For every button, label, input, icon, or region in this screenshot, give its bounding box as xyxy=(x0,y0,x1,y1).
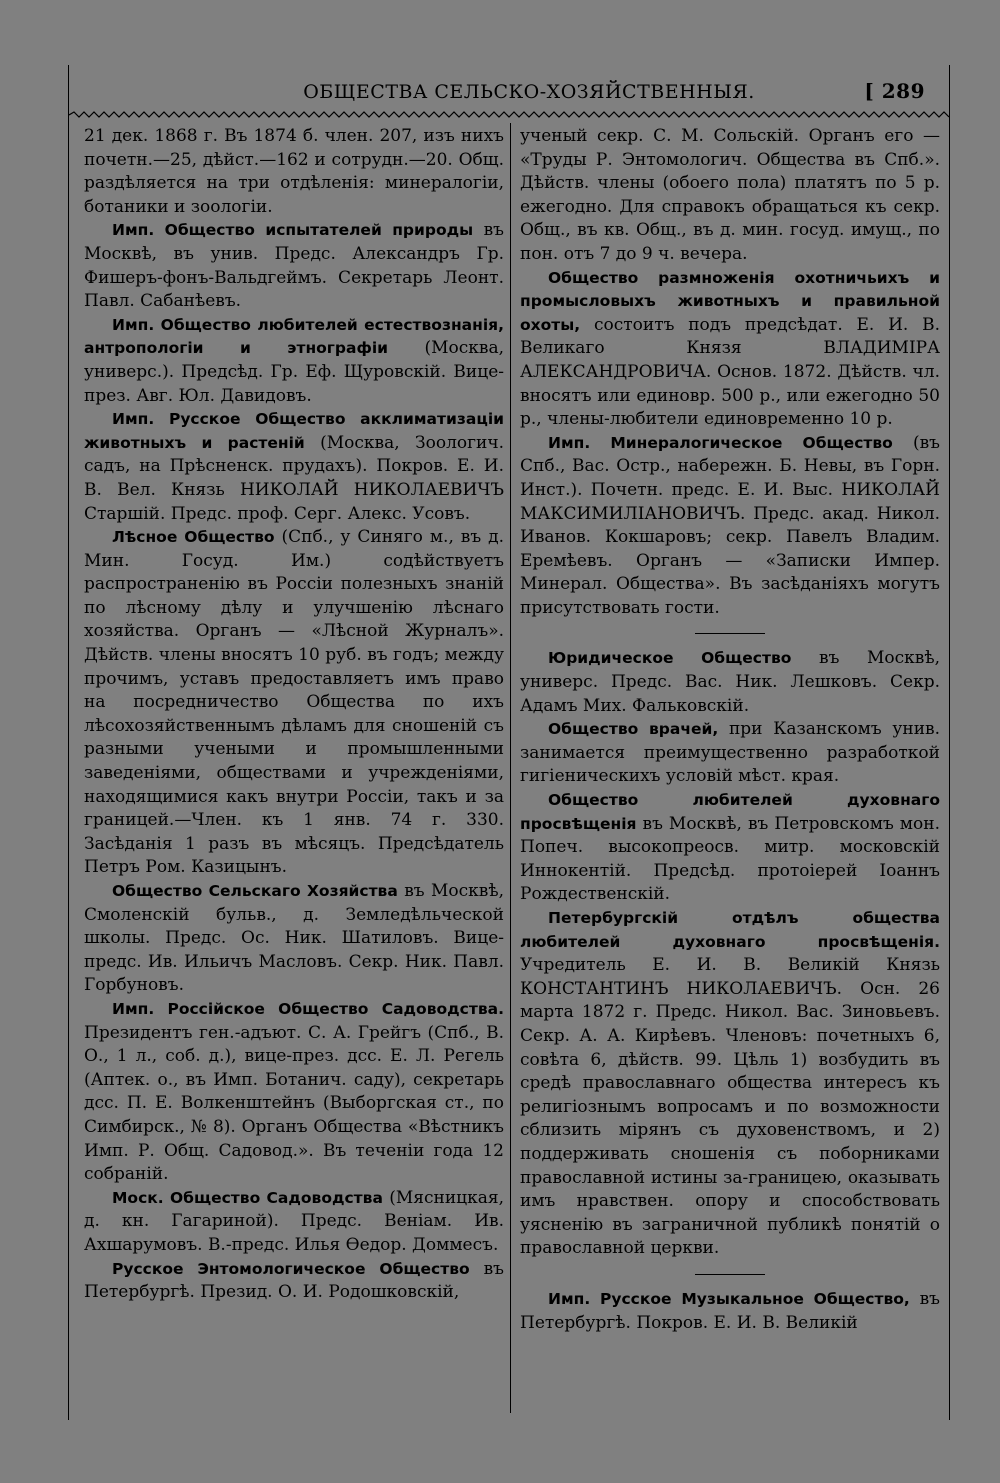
entry-text: при Казанскомъ унив. занимается преимущественно разработкой гигіеническихъ условій мѣст. края. xyxy=(520,719,941,787)
running-header xyxy=(69,81,949,111)
entry-paragraph xyxy=(520,267,940,432)
entry-paragraph xyxy=(84,408,504,526)
entry-paragraph xyxy=(84,314,504,408)
entry-paragraph xyxy=(84,880,504,998)
society-name: Общество Сельскаго Хозяйства xyxy=(112,882,398,900)
entry-text: въ Москвѣ, универс. Предс. Вас. Ник. Лешковъ. Секр. Адамъ Мих. Фальковскій. xyxy=(520,648,940,716)
society-name: Имп. Общество любителей естествознанія, антропологіи и этнографіи xyxy=(84,315,504,358)
society-name: Петербургскій отдѣлъ общества любителей духовнаго просвѣщенія. xyxy=(520,909,940,951)
entry-paragraph xyxy=(520,1288,940,1335)
society-name: Имп. Русское Музыкальное Общество, xyxy=(548,1289,910,1308)
society-name: Имп. Минералогическое Общество xyxy=(548,433,893,452)
society-name: Общество размноженія охотничьихъ и промысловыхъ животныхъ и правильной охоты, xyxy=(520,268,940,334)
right-column xyxy=(520,125,940,1335)
entry-paragraph xyxy=(520,789,940,907)
entry-paragraph xyxy=(84,526,504,880)
entry-text: состоитъ подъ предсѣдат. Е. И. В. Великаго Князя ВЛАДИМІРА АЛЕКСАНДРОВИЧА. Основ. 1872. Дѣйств. чл. вносятъ или единовр. 500 р., или ежегодно 50 р., члены-любители единовременно 10 р. xyxy=(520,314,940,430)
entry-text: Президентъ ген.-адъют. С. А. Грейгъ (Спб., В. О., 1 л., соб. д.), вице-през. дсс. Е. Л. Регель (Аптек. о., въ Имп. Ботанич. саду), секретарь дсс. П. Е. Волкенштейнъ (Выборгская ст., по Симбирск., № 8). Органъ Общества «Вѣстникъ Имп. Р. Общ. Садовод.». Въ теченіи года 12 собраній. xyxy=(84,1022,504,1185)
society-name: Лѣсное Общество xyxy=(112,528,275,547)
entry-paragraph xyxy=(520,432,940,621)
society-name: Русское Энтомологическое Общество xyxy=(112,1259,470,1278)
society-name: Юридическое Общество xyxy=(548,649,792,668)
entry-text: въ Москвѣ, въ унив. Предс. Александръ Гр. Фишеръ-фонъ-Вальдгеймъ. Секретарь Леонт. Павл. Сабанѣевъ. xyxy=(84,220,504,312)
page-number: [ 289 xyxy=(864,79,925,103)
entry-paragraph xyxy=(520,647,940,718)
column-separator xyxy=(510,123,511,1413)
entry-paragraph xyxy=(84,125,504,219)
entry-text: (Москва, универс.). Предсѣд. Гр. Еф. Щуровскій. Вице-през. Авг. Юл. Давидовъ. xyxy=(84,338,504,406)
entry-text: Учредитель Е. И. В. Великій Князь КОНСТАНТИНЪ НИКОЛАЕВИЧЪ. Осн. 26 марта 1872 г. Предс. Никол. Вас. Зиновьевъ. Секр. А. А. Кирѣевъ. Членовъ: почетныхъ 6, совѣта 6, дѣйств. 99. Цѣль 1) возбудить въ средѣ православнаго общества интересъ къ религіознымъ вопросамъ и по возможности сблизить мірянъ съ духовенствомъ, и 2) поддерживать сношенія съ поборниками православной истины за-границею, оказывать имъ нравствен. опору и способствовать уясненію въ заграничной публикѣ понятій о православной церкви. xyxy=(520,955,940,1259)
entry-paragraph xyxy=(520,125,940,267)
entry-text: въ Москвѣ, Смоленскій бульв., д. Земледѣльческой школы. Предс. Ос. Ник. Шатиловъ. Вице-предс. Ив. Ильичъ Масловъ. Секр. Ник. Павл. Горбуновъ. xyxy=(84,881,504,996)
entry-paragraph xyxy=(84,998,504,1187)
society-name: Общество любителей духовнаго просвѣщенія xyxy=(520,791,940,833)
entry-paragraph xyxy=(84,1258,504,1305)
entry-paragraph xyxy=(84,219,504,313)
society-name: Имп. Россійское Общество Садоводства. xyxy=(112,999,504,1018)
society-name: Имп. Общество испытателей природы xyxy=(112,221,474,240)
left-column xyxy=(84,125,504,1305)
entry-text: (въ Спб., Вас. Остр., набережн. Б. Невы, въ Горн. Инст.). Почетн. предс. Е. И. Выс. НИКОЛАЙ МАКСИМИЛІАНОВИЧЪ. Предс. акад. Никол. Иванов. Кокшаровъ; секр. Павелъ Владим. Еремѣевъ. Органъ — «Записки Импер. Минерал. Общества». Въ засѣданіяхъ могутъ присутствовать гости. xyxy=(520,432,940,618)
section-rule xyxy=(695,1274,765,1275)
entry-paragraph xyxy=(520,718,940,789)
section-rule xyxy=(695,633,765,634)
entry-text: въ Москвѣ, въ Петровскомъ мон. Попеч. высокопреосв. митр. московскій Иннокентій. Предсѣд. протоіерей Іоаннъ Рождественскій. xyxy=(520,813,940,905)
entry-text: ученый секр. С. М. Сольскій. Органъ его — «Труды Р. Энтомологич. Общества въ Спб.». Дѣйств. члены (обоего пола) платятъ по 5 р. ежегодно. Для справокъ обращаться къ секр. Общ., въ кв. Общ., въ д. мин. госуд. имущ., по пон. отъ 7 до 9 ч. вечера. xyxy=(520,126,940,264)
society-name: Имп. Русское Общество акклиматизаціи животныхъ и растеній xyxy=(84,410,504,452)
header-title: ОБЩЕСТВА СЕЛЬСКО-ХОЗЯЙСТВЕННЫЯ. xyxy=(303,81,755,103)
society-name: Общество врачей, xyxy=(548,720,719,739)
entry-paragraph xyxy=(520,907,940,1261)
entry-text: (Спб., у Синяго м., въ д. Мин. Госуд. Им.) содѣйствуетъ распространенію въ Россіи полезныхъ знаній по лѣсному дѣлу и улучшенію лѣснаго хозяйства. Органъ — «Лѣсной Журналъ». Дѣйств. члены вносятъ 10 руб. въ годъ; между прочимъ, уставъ предоставляетъ имъ право на посредничество Общества по ихъ лѣсохозяйственнымъ дѣламъ для сношеній съ разными учеными и промышленными заведеніями, обществами и учрежденіями, находящимися какъ внутри Россіи, такъ и за границей.—Член. къ 1 янв. 74 г. 330. Засѣданія 1 разъ въ мѣсяцъ. Предсѣдатель Петръ Ром. Казицынъ. xyxy=(84,527,504,878)
page-frame xyxy=(68,65,950,1420)
entry-text: въ Петербургѣ. Презид. О. И. Родошковскій, xyxy=(84,1258,504,1303)
society-name: Моск. Общество Садоводства xyxy=(112,1188,383,1207)
entry-paragraph xyxy=(84,1187,504,1258)
header-rule xyxy=(69,110,949,120)
entry-text: въ Петербургѣ. Покров. Е. И. В. Великій xyxy=(520,1288,941,1333)
entry-text: 21 дек. 1868 г. Въ 1874 б. член. 207, изъ нихъ почетн.—25, дѣйст.—162 и сотрудн.—20. Общ. раздѣляется на три отдѣленія: минералогіи, ботаники и зоологіи. xyxy=(84,126,504,217)
entry-text: (Мясницкая, д. кн. Гагариной). Предс. Веніам. Ив. Ахшарумовъ. В.-предс. Илья Өедор. Доммесъ. xyxy=(84,1187,504,1255)
entry-text: (Москва, Зоологич. садъ, на Прѣсненск. прудахъ). Покров. Е. И. В. Вел. Князь НИКОЛАЙ НИКОЛАЕВИЧЪ Старшій. Предс. проф. Серг. Алекс. Усовъ. xyxy=(84,432,504,524)
